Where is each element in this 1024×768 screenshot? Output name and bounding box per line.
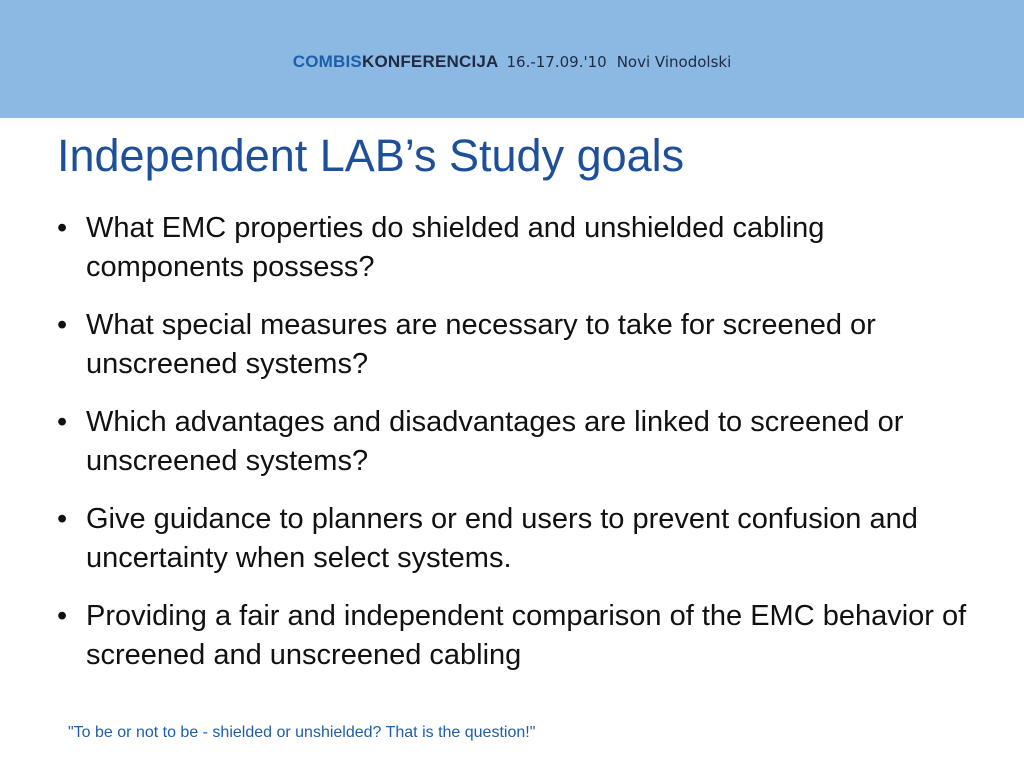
conference-location: Novi Vinodolski (616, 53, 732, 71)
bullet-mark: • (57, 406, 68, 438)
conference-banner (0, 52, 1024, 72)
conference-dates: 16.-17.09.'10 (506, 53, 607, 71)
bullet-text: Providing a fair and independent comparison of the EMC behavior of screened and unscreened cabling (86, 600, 967, 671)
bullet-list (57, 209, 987, 694)
bullet-mark: • (57, 212, 68, 244)
bullet-mark: • (57, 309, 68, 341)
footer-quote: "To be or not to be - shielded or unshielded? That is the question!" (68, 724, 536, 741)
bullet-item (57, 306, 987, 384)
slide-title: Independent LAB’s Study goals (57, 130, 685, 181)
bullet-mark: • (57, 600, 68, 632)
bullet-mark: • (57, 503, 68, 535)
bullet-item (57, 597, 987, 675)
brand-konferencija: KONFERENCIJA (361, 52, 499, 71)
bullet-text: Which advantages and disadvantages are linked to screened or unscreened systems? (86, 406, 904, 477)
bullet-item (57, 209, 987, 287)
bullet-text: Give guidance to planners or end users to prevent confusion and uncertainty when select systems. (86, 503, 918, 574)
brand-combis: COMBIS (292, 52, 362, 71)
bullet-item (57, 403, 987, 481)
bullet-text: What EMC properties do shielded and unshielded cabling components possess? (86, 212, 825, 283)
bullet-item (57, 500, 987, 578)
header-band (0, 0, 1024, 118)
bullet-text: What special measures are necessary to take for screened or unscreened systems? (86, 309, 876, 380)
